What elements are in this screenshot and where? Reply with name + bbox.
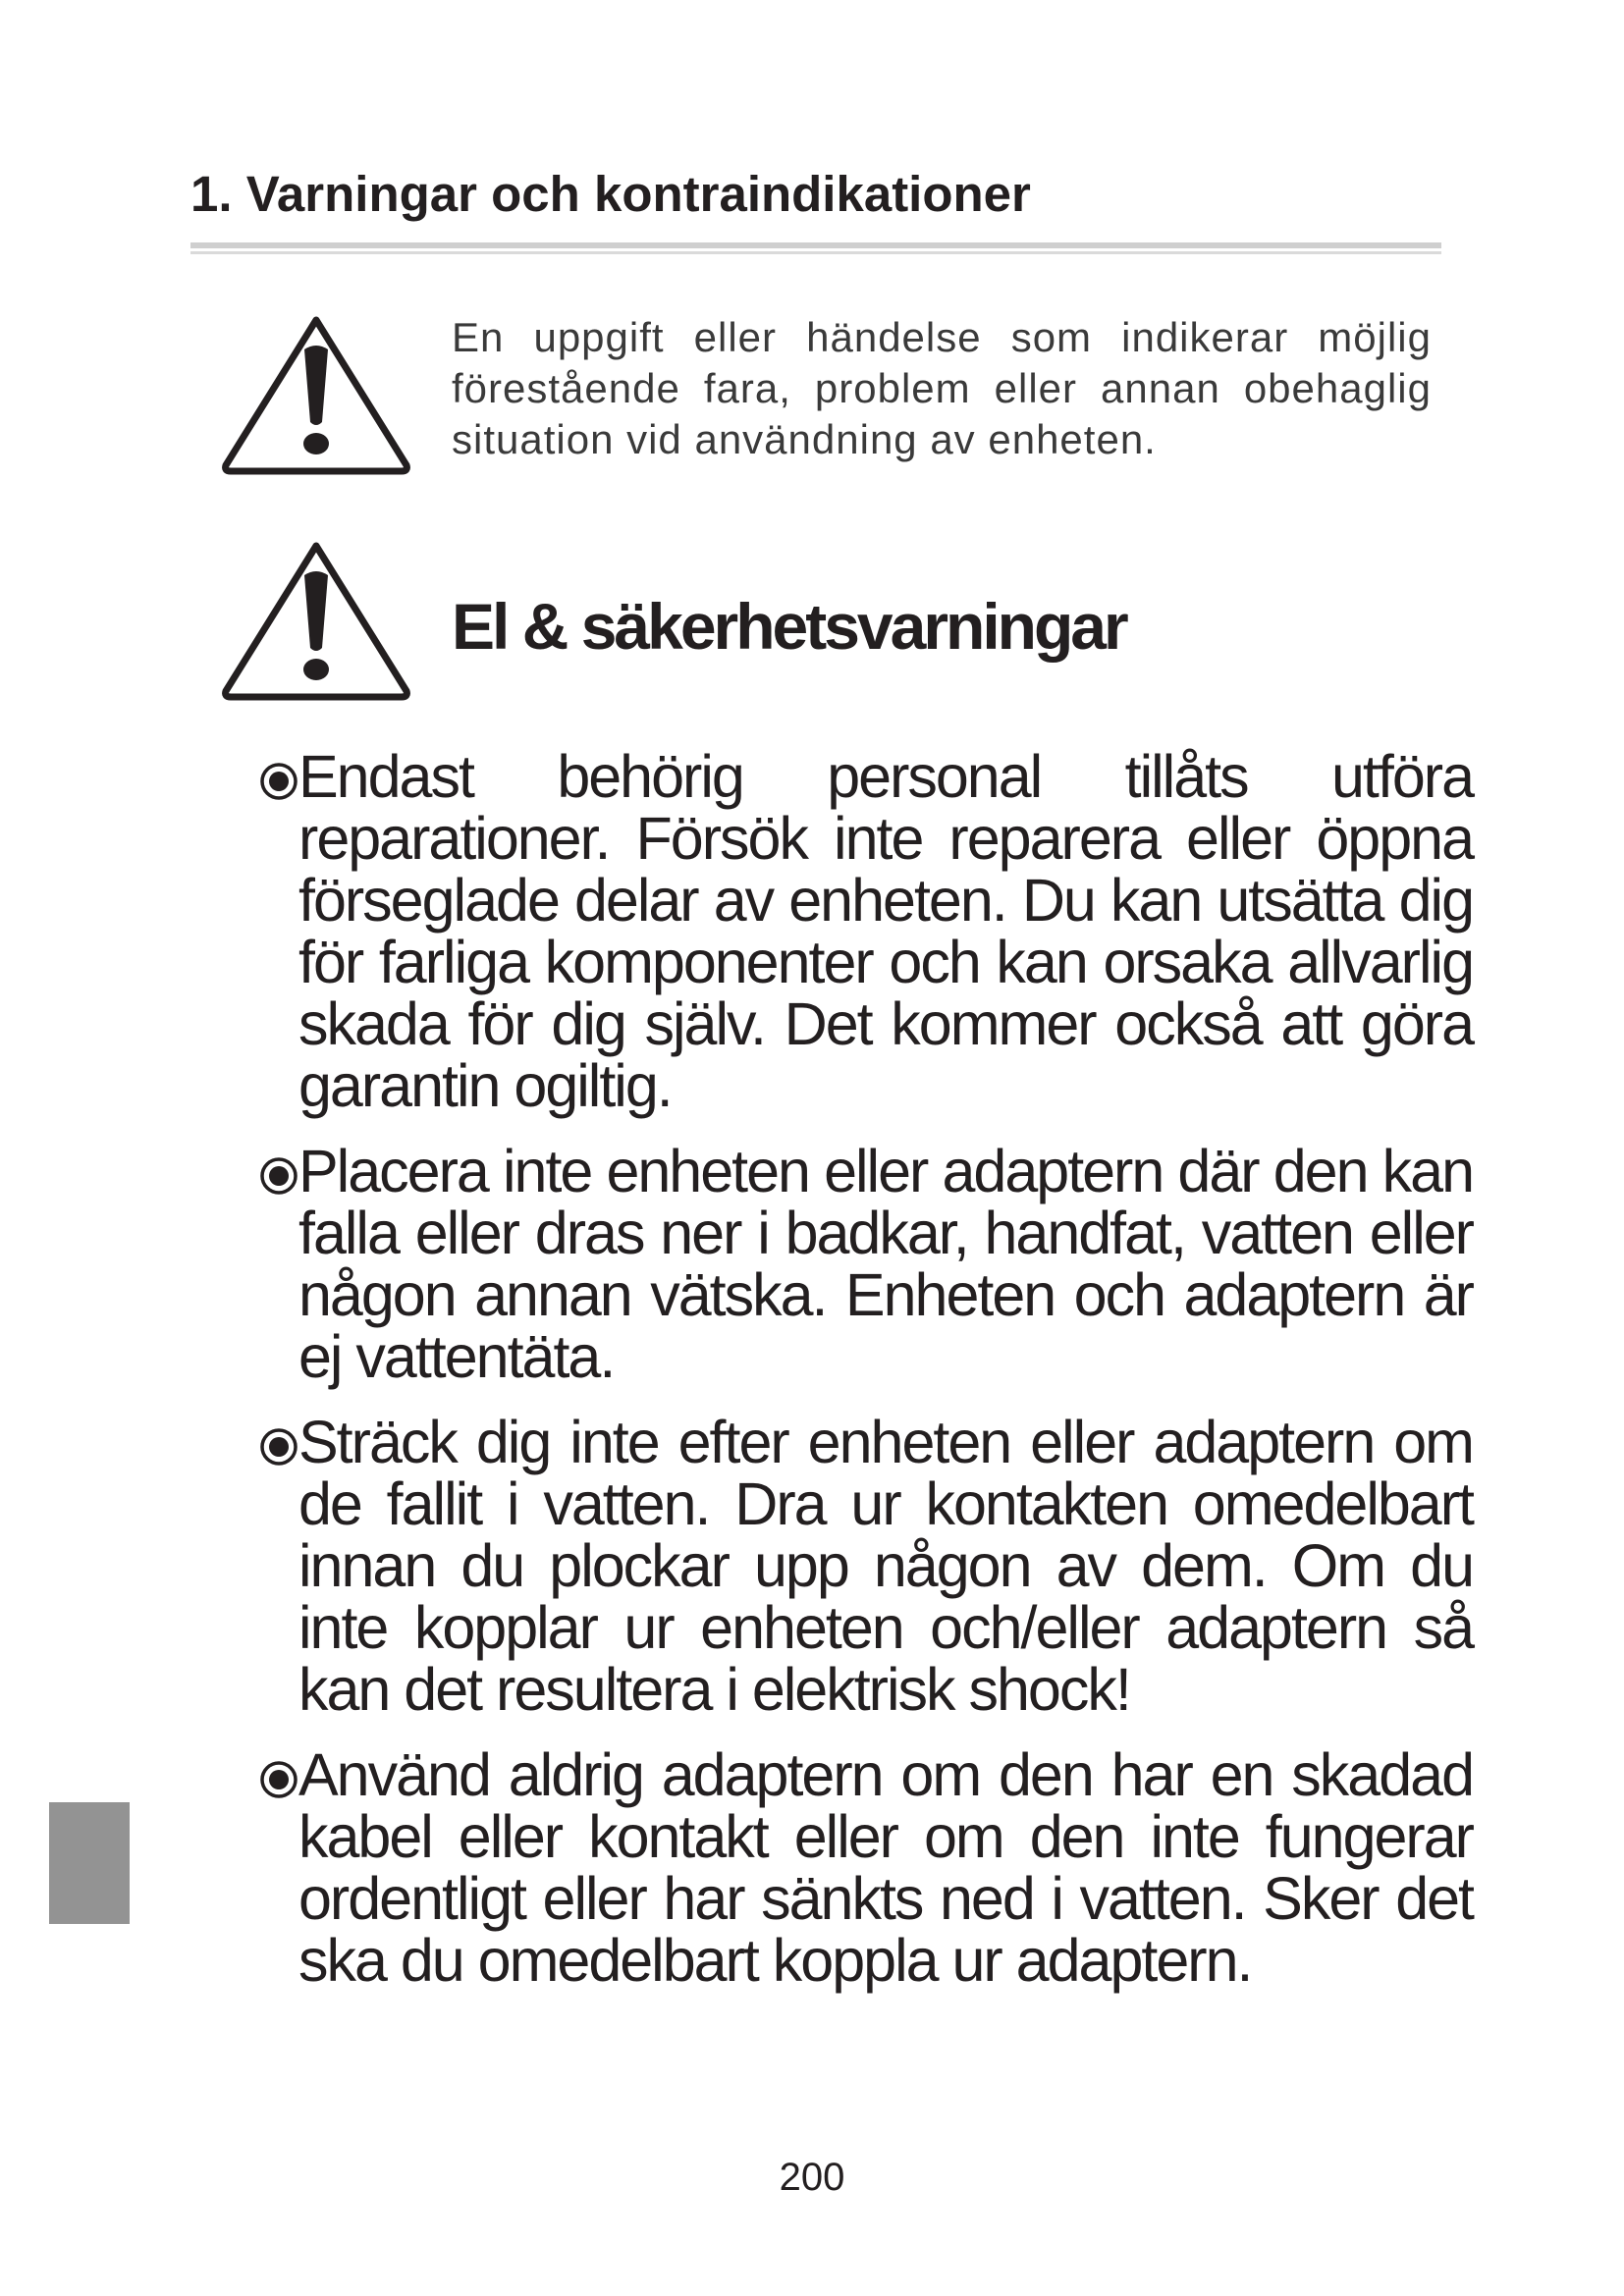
heading-rule [190,242,1441,254]
list-item-text: Sträck dig inte efter enheten eller adaptern om de fallit i vatten. Dra ur kontakten omedelbart innan du plockar upp någon av dem. Om du inte kopplar ur enheten och/eller adaptern så kan det resultera i elektrisk shock! [298,1409,1473,1723]
circle-bullet-icon [259,1760,298,1799]
list-item [259,1741,1473,1994]
safety-warning-list [259,743,1473,2015]
heading-rule-thick [190,242,1441,248]
warning-definition-text: En uppgift eller händelse som indikerar möjlig förestående fara, problem eller annan obehaglig situation vid användning av enheten. [452,314,1432,462]
page-number: 200 [779,2156,845,2199]
chapter-tab-marker [49,1802,130,1924]
list-item-text: Använd aldrig adaptern om den har en skadad kabel eller kontakt eller om den inte fungerar ordentligt eller har sänkts ned i vatten. Sker det ska du omedelbart koppla ur adaptern. [298,1741,1473,1994]
circle-bullet-icon [259,1156,298,1196]
section-heading: 1. Varningar och kontraindikationer [190,166,1031,222]
warning-triangle-icon [218,312,414,479]
list-item-text: Endast behörig personal tillåts utföra reparationer. Försök inte reparera eller öppna förseglade delar av enheten. Du kan utsätta dig för farliga komponenter och kan orsaka allvarlig skada för dig själv. Det kommer också att göra garantin ogiltig. [298,743,1473,1119]
electrical-warning-icon [218,538,414,705]
list-item [259,1138,1473,1390]
list-item [259,743,1473,1119]
circle-bullet-icon [259,762,298,801]
list-item-text: Placera inte enheten eller adaptern där den kan falla eller dras ner i badkar, handfat, vatten eller någon annan vätska. Enheten och adaptern är ej vattentäta. [298,1138,1473,1390]
heading-rule-thin [190,251,1441,254]
electrical-safety-heading: El & säkerhetsvarningar [452,590,1126,663]
circle-bullet-icon [259,1427,298,1467]
list-item [259,1409,1473,1723]
